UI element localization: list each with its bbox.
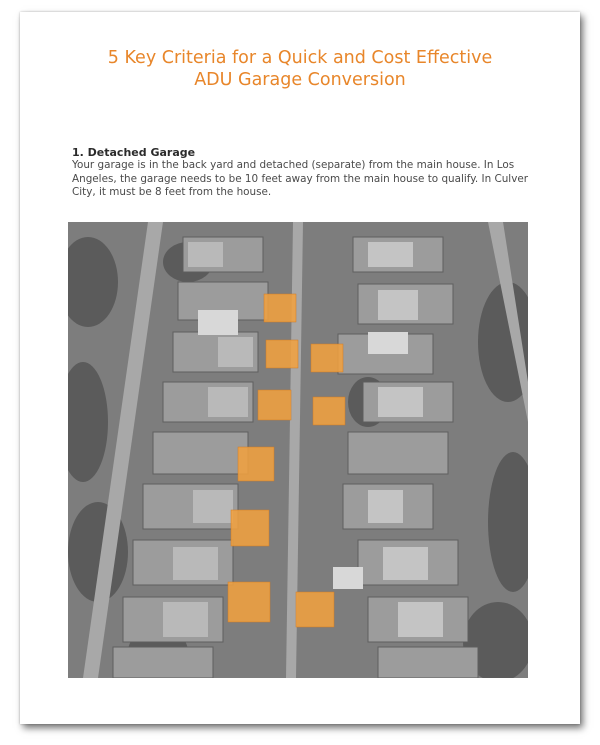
title-line-2: ADU Garage Conversion (194, 70, 406, 90)
aerial-photo-svg (68, 222, 528, 678)
section-body: Your garage is in the back yard and detached (separate) from the main house. In Los Angeles, the garage needs to be 10 feet away from the main house to qualify. In Culver City, it must be 8 feet from the house. (72, 159, 529, 198)
aerial-neighborhood-photo (68, 222, 528, 678)
document-page (20, 12, 580, 724)
page-title (20, 47, 580, 91)
title-line-1: 5 Key Criteria for a Quick and Cost Effective (107, 48, 493, 68)
section-heading: 1. Detached Garage (72, 146, 196, 159)
